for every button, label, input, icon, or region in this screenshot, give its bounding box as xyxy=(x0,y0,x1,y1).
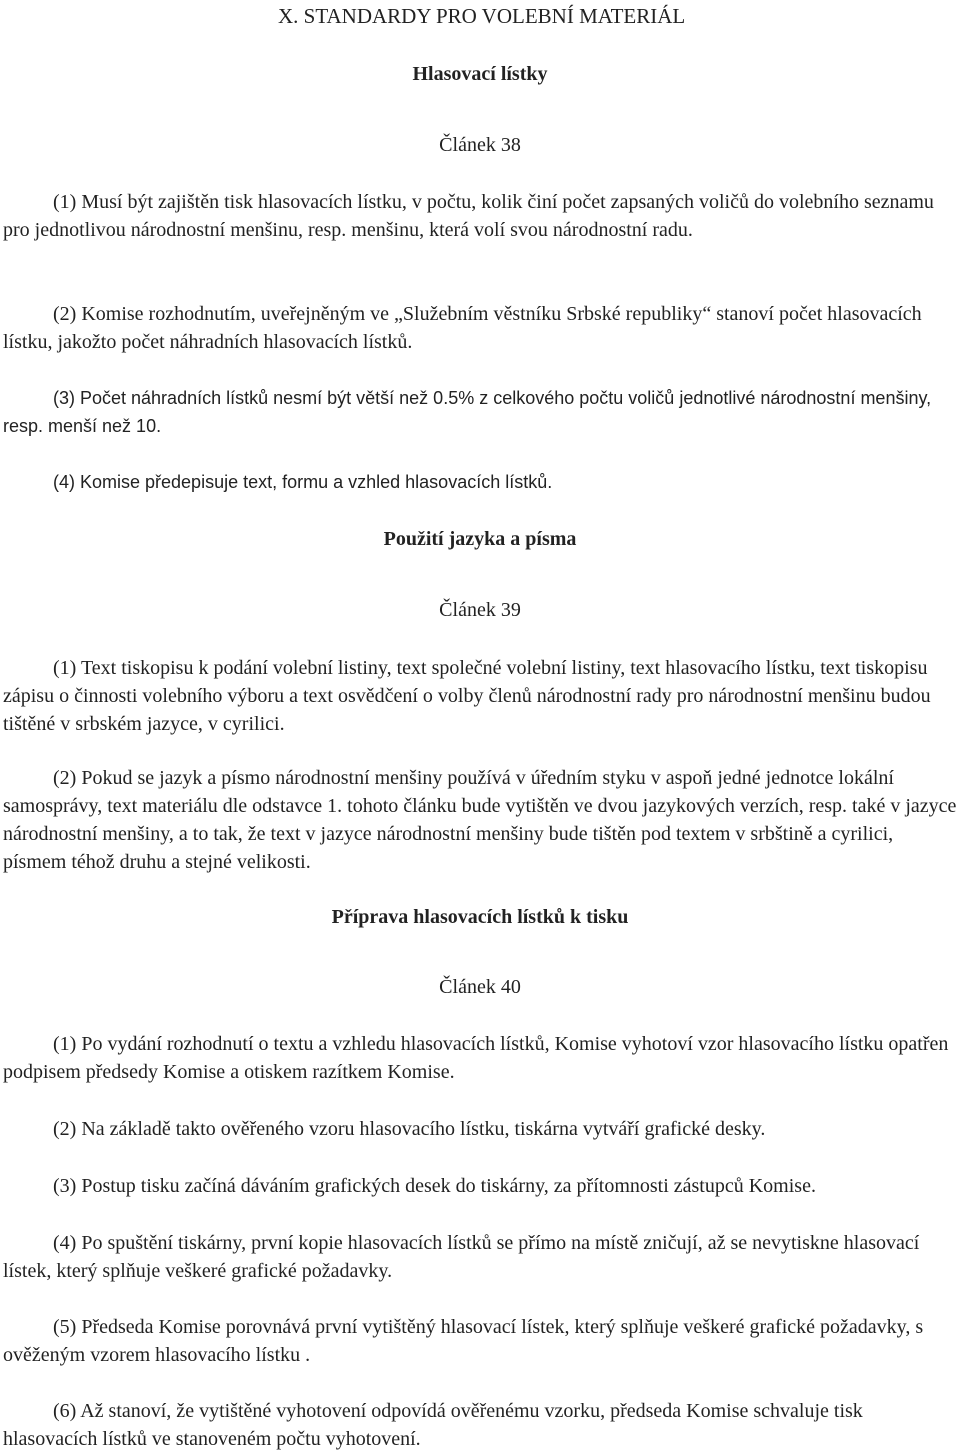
article-39-paragraph-2: (2) Pokud se jazyk a písmo národnostní menšiny používá v úředním styku v aspoň jedné jednotce lokální samosprávy, text materiálu dle odstavce 1. tohoto článku bude vytištěn ve dvou jazykových verzích, resp. také v jazyce národnostní menšiny, a to tak, že text v jazyce národnostní menšiny bude tištěn pod textem v srbštině a cyrilici, písmem téhož druhu a stejné velikosti. xyxy=(3,767,957,873)
article-40-paragraph-6: (6) Až stanoví, že vytištěné vyhotovení odpovídá ověřenému vzorku, předseda Komise schvaluje tisk hlasovacích lístků ve stanoveném počtu vyhotovení. xyxy=(3,1400,863,1450)
article-40-paragraph-2: (2) Na základě takto ověřeného vzoru hlasovacího lístku, tiskárna vytváří grafické desky. xyxy=(53,1118,766,1140)
article-39-paragraph-1: (1) Text tiskopisu k podání volební listiny, text společné volební listiny, text hlasovacího lístku, text tiskopisu zápisu o činnosti volebního výboru a text osvědčení o volby členů národnostní rady pro národnostní menšinu budou tištěné v srbském jazyce, v cyrilici. xyxy=(3,657,931,735)
article-heading-38: Článek 38 xyxy=(439,134,521,156)
article-38-paragraph-2: (2) Komise rozhodnutím, uveřejněným ve „Služebním věstníku Srbské republiky“ stanoví počet hlasovacích lístku, jakožto počet náhradních hlasovacích lístků. xyxy=(3,303,922,353)
article-40-paragraph-1: (1) Po vydání rozhodnutí o textu a vzhledu hlasovacích lístků, Komise vyhotoví vzor hlasovacího lístku opatřen podpisem předsedy Komise a otiskem razítkem Komise. xyxy=(3,1033,949,1083)
section-heading-ballots: Hlasovací lístky xyxy=(412,63,548,85)
article-40-paragraph-3: (3) Postup tisku začíná dáváním grafických desek do tiskárny, za přítomnosti zástupců Komise. xyxy=(53,1175,816,1197)
section-heading-language: Použití jazyka a písma xyxy=(383,528,577,550)
article-heading-40: Článek 40 xyxy=(439,976,521,998)
article-38-paragraph-4: (4) Komise předepisuje text, formu a vzhled hlasovacích lístků. xyxy=(53,472,553,492)
chapter-title: X. STANDARDY PRO VOLEBNÍ MATERIÁL xyxy=(278,4,686,28)
article-38-paragraph-1: (1) Musí být zajištěn tisk hlasovacích lístku, v počtu, kolik činí počet zapsaných voličů do volebního seznamu pro jednotlivou národnostní menšinu, resp. menšinu, která volí svou národnostní radu. xyxy=(3,191,934,241)
section-heading-print-prep: Příprava hlasovacích lístků k tisku xyxy=(331,906,629,928)
article-40-paragraph-5: (5) Předseda Komise porovnává první vytištěný hlasovací lístek, který splňuje veškeré grafické požadavky, s ověženým vzorem hlasovacího lístku . xyxy=(3,1316,924,1366)
article-heading-39: Článek 39 xyxy=(439,599,521,621)
article-38-paragraph-3: (3) Počet náhradních lístků nesmí být větší než 0.5% z celkového počtu voličů jednotlivé národnostní menšiny, resp. menší než 10. xyxy=(3,388,932,436)
article-40-paragraph-4: (4) Po spuštění tiskárny, první kopie hlasovacích lístků se přímo na místě zničují, až se nevytiskne hlasovací lístek, který splňuje veškeré grafické požadavky. xyxy=(3,1232,920,1282)
